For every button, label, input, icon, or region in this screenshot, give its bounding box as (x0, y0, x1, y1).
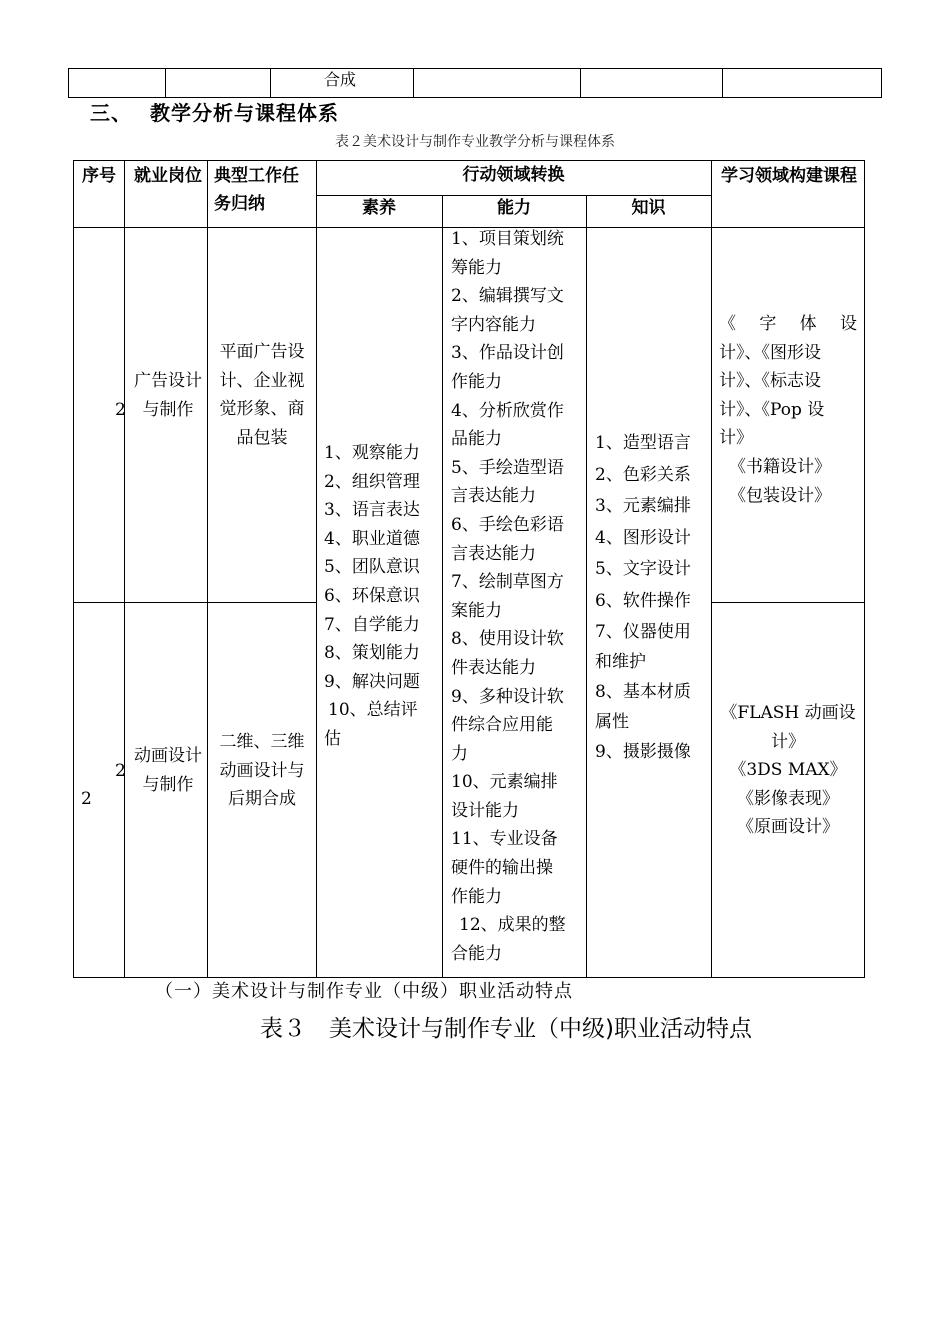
knowledge-item: 3、元素编排 (595, 496, 691, 516)
table-divider (124, 160, 125, 977)
quality-item: 估 (324, 728, 341, 749)
knowledge-item: 5、文字设计 (595, 559, 691, 579)
ability-list (451, 225, 581, 968)
ability-item: 言表达能力 (451, 486, 536, 507)
subsection-heading: （一）美术设计与制作专业（中级）职业活动特点 (155, 981, 573, 1002)
table-divider (270, 69, 271, 97)
row1-job: 广告设计与制作 (134, 371, 202, 420)
ability-item: 10、元素编排 (451, 772, 558, 793)
ability-item: 设计能力 (451, 800, 519, 821)
quality-item: 5、团队意识 (324, 557, 420, 578)
table-divider (165, 69, 166, 97)
course-line: 计》、《图形设 (719, 342, 821, 363)
ability-item: 作能力 (451, 371, 502, 392)
table-caption: 表２美术设计与制作专业教学分析与课程体系 (335, 134, 615, 150)
quality-item: 10、总结评 (328, 700, 418, 721)
table-divider (442, 195, 443, 977)
ability-item: 件综合应用能 (451, 715, 553, 736)
table-divider (207, 160, 208, 977)
row1-task: 平面广告设计、企业视觉形象、商品包装 (219, 342, 305, 448)
knowledge-item: 和维护 (595, 652, 646, 672)
previous-table-cell: 合成 (324, 70, 357, 89)
header-action-domain: 行动领域转换 (462, 165, 565, 185)
table-divider (711, 160, 712, 977)
ability-item: 合能力 (451, 943, 502, 964)
quality-list (324, 439, 436, 754)
course-line: 《 字 体 设 (719, 314, 857, 334)
table-border-right (864, 160, 865, 977)
course-line: 计》 (771, 731, 805, 752)
ability-item: 1、项目策划统 (451, 229, 564, 249)
header-knowledge: 知识 (631, 198, 666, 218)
course-line: 计》 (719, 428, 753, 449)
header-course: 学习领域构建课程 (721, 166, 857, 186)
ability-item: 3、作品设计创 (451, 343, 564, 364)
ability-item: 筹能力 (451, 257, 502, 278)
row2-courses (712, 699, 864, 842)
quality-item: 9、解决问题 (324, 671, 420, 692)
knowledge-item: 9、摄影摄像 (595, 742, 691, 762)
ability-item: 6、手绘色彩语 (451, 514, 564, 535)
quality-item: 1、观察能力 (324, 443, 420, 463)
ability-item: 件表达能力 (451, 657, 536, 678)
table-divider (586, 195, 587, 977)
ability-item: 4、分析欣赏作 (451, 400, 564, 421)
previous-table-row (68, 68, 882, 98)
row-divider-left (73, 602, 317, 603)
course-line: 《3DS MAX》 (729, 760, 847, 781)
quality-item: 7、自学能力 (324, 614, 420, 635)
header-seq: 序号 (82, 166, 116, 186)
section-heading (90, 97, 339, 126)
next-table-title: 表３ 美术设计与制作专业（中级)职业活动特点 (260, 1016, 752, 1042)
table-border-left (73, 160, 74, 977)
ability-item: 9、多种设计软 (451, 686, 564, 707)
knowledge-item: 属性 (595, 712, 629, 732)
table-divider (316, 160, 317, 977)
knowledge-item: 6、软件操作 (595, 590, 691, 611)
course-line: 《包装设计》 (729, 485, 831, 506)
knowledge-item: 1、造型语言 (595, 433, 691, 453)
course-line: 计》、《Pop 设 (719, 399, 825, 420)
header-ability: 能力 (497, 198, 531, 218)
quality-item: 2、组织管理 (324, 471, 420, 492)
row2-seq-extra: 2 (115, 761, 126, 781)
ability-item: 8、使用设计软 (451, 629, 564, 650)
row1-seq: 2 (115, 400, 126, 420)
course-line: 《书籍设计》 (729, 456, 831, 477)
section-number: 三、 (90, 101, 132, 125)
knowledge-list (595, 428, 707, 767)
knowledge-item: 7、仪器使用 (595, 622, 691, 642)
row2-task: 二维、三维动画设计与后期合成 (219, 732, 305, 810)
course-line: 《FLASH 动画设 (720, 703, 856, 723)
header-job: 就业岗位 (134, 166, 202, 186)
quality-item: 6、环保意识 (324, 585, 420, 606)
knowledge-item: 4、图形设计 (595, 527, 691, 548)
ability-item: 字内容能力 (451, 314, 536, 335)
quality-item: 3、语言表达 (324, 500, 420, 521)
ability-item: 力 (451, 743, 468, 764)
ability-item: 11、专业设备 (451, 829, 558, 850)
row-divider-right (711, 602, 865, 603)
header-quality: 素养 (362, 198, 396, 218)
ability-item: 言表达能力 (451, 543, 536, 564)
row1-courses (719, 310, 857, 510)
knowledge-item: 8、基本材质 (595, 682, 691, 702)
row2-job: 动画设计与制作 (134, 746, 202, 795)
course-line: 《原画设计》 (737, 817, 839, 838)
table-divider (413, 69, 414, 97)
knowledge-item: 2、色彩关系 (595, 464, 691, 485)
row2-seq: 2 (81, 789, 92, 809)
section-title: 教学分析与课程体系 (150, 101, 339, 125)
ability-item: 5、手绘造型语 (451, 457, 564, 478)
course-line: 《影像表现》 (737, 788, 839, 809)
ability-item: 作能力 (451, 886, 502, 907)
table-divider (722, 69, 723, 97)
ability-item: 12、成果的整 (459, 915, 566, 936)
ability-item: 案能力 (451, 600, 502, 621)
header-task: 典型工作任务归纳 (214, 166, 299, 214)
ability-item: 品能力 (451, 429, 502, 450)
ability-item: 2、编辑撰写文 (451, 286, 564, 307)
course-line: 计》、《标志设 (719, 371, 821, 392)
ability-item: 硬件的输出操 (451, 858, 553, 879)
quality-item: 4、职业道德 (324, 528, 420, 549)
ability-item: 7、绘制草图方 (451, 572, 564, 593)
quality-item: 8、策划能力 (324, 643, 420, 664)
table-divider (580, 69, 581, 97)
